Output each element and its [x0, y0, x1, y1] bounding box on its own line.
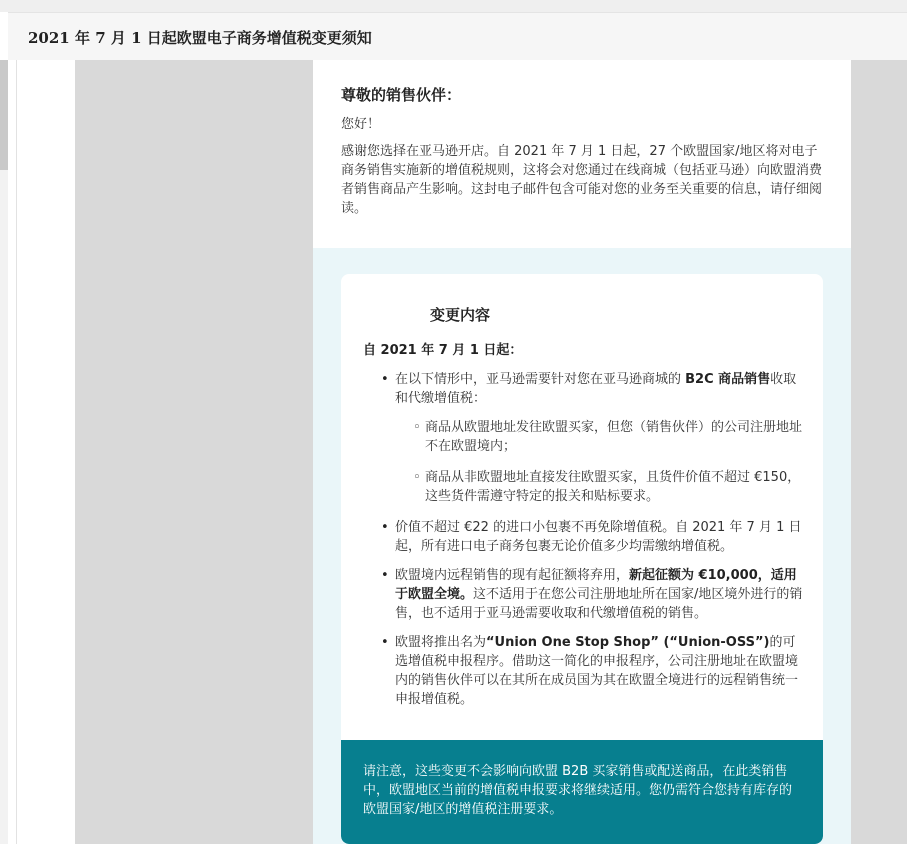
text: 这不适用于在您公司注册地址所在国家/地区境外进行的销售，也不适用于亚马逊需要收取和代缴增值税的销售。: [395, 587, 803, 621]
text: 在以下情形中，亚马逊需要针对您在亚马逊商城的: [395, 372, 686, 387]
intro-section: [313, 60, 851, 248]
changes-heading: 变更内容: [430, 306, 491, 324]
divider: [16, 60, 17, 844]
list-item: [383, 633, 803, 709]
title-bar: [8, 12, 907, 60]
list-item: [383, 370, 803, 506]
note-box: 请注意，这些变更不会影响向欧盟 B2B 买家销售或配送商品，在此类销售中，欧盟地区当前的增值税申报要求将继续适用。您仍需符合您持有库存的欧盟国家/地区的增值税注册要求。: [341, 740, 823, 844]
text: 收取和代缴增值税：: [395, 372, 797, 406]
changes-list: [341, 358, 823, 709]
hello-text: 您好！: [341, 117, 381, 132]
changes-card: [341, 274, 823, 844]
text: 欧盟境内远程销售的现有起征额将弃用，: [395, 568, 630, 583]
scrollbar-track[interactable]: [0, 60, 8, 844]
bold-text: “Union One Stop Shop” (“Union-OSS”): [486, 635, 770, 650]
page-title: 2021 年 7 月 1 日起欧盟电子商务增值税变更须知: [28, 29, 372, 47]
text: 欧盟将推出名为: [395, 635, 487, 650]
sub-list: [395, 408, 803, 506]
scrollbar-thumb[interactable]: [0, 60, 8, 170]
since-date: 自 2021 年 7 月 1 日起：: [363, 343, 523, 358]
sub-list-item: ◦ 商品从欧盟地址发往欧盟买家，但您（销售伙伴）的公司注册地址不在欧盟境内；: [413, 418, 803, 456]
sub-list-item: ◦ 商品从非欧盟地址直接发往欧盟买家，且货件价值不超过 €150，这些货件需遵守特定的报关和贴标要求。: [413, 468, 803, 506]
bold-text: 新起征额为 €10,000，适用于欧盟全境。: [395, 568, 797, 602]
bold-text: B2C 商品销售: [685, 372, 771, 387]
list-item: [383, 566, 803, 623]
text: 的可选增值税申报程序。借助这一简化的申报程序，公司注册地址在欧盟境内的销售伙伴可以在其所在成员国为其在欧盟全境进行的远程销售统一申报增值税。: [395, 635, 799, 707]
greeting-heading: 尊敬的销售伙伴：: [341, 86, 462, 104]
email-body: [313, 60, 851, 844]
top-strip: [0, 0, 907, 12]
intro-text: 感谢您选择在亚马逊开店。自 2021 年 7 月 1 日起，27 个欧盟国家/地区将对电子商务销售实施新的增值税规则，这将会对您通过在线商城（包括亚马逊）向欧盟消费者销售商品产生影响。这封电子邮件包含可能对您的业务至关重要的信息，请仔细阅读。: [341, 144, 823, 216]
list-item: • 价值不超过 €22 的进口小包裹不再免除增值税。自 2021 年 7 月 1 日起，所有进口电子商务包裹无论价值多少均需缴纳增值税。: [383, 518, 803, 556]
